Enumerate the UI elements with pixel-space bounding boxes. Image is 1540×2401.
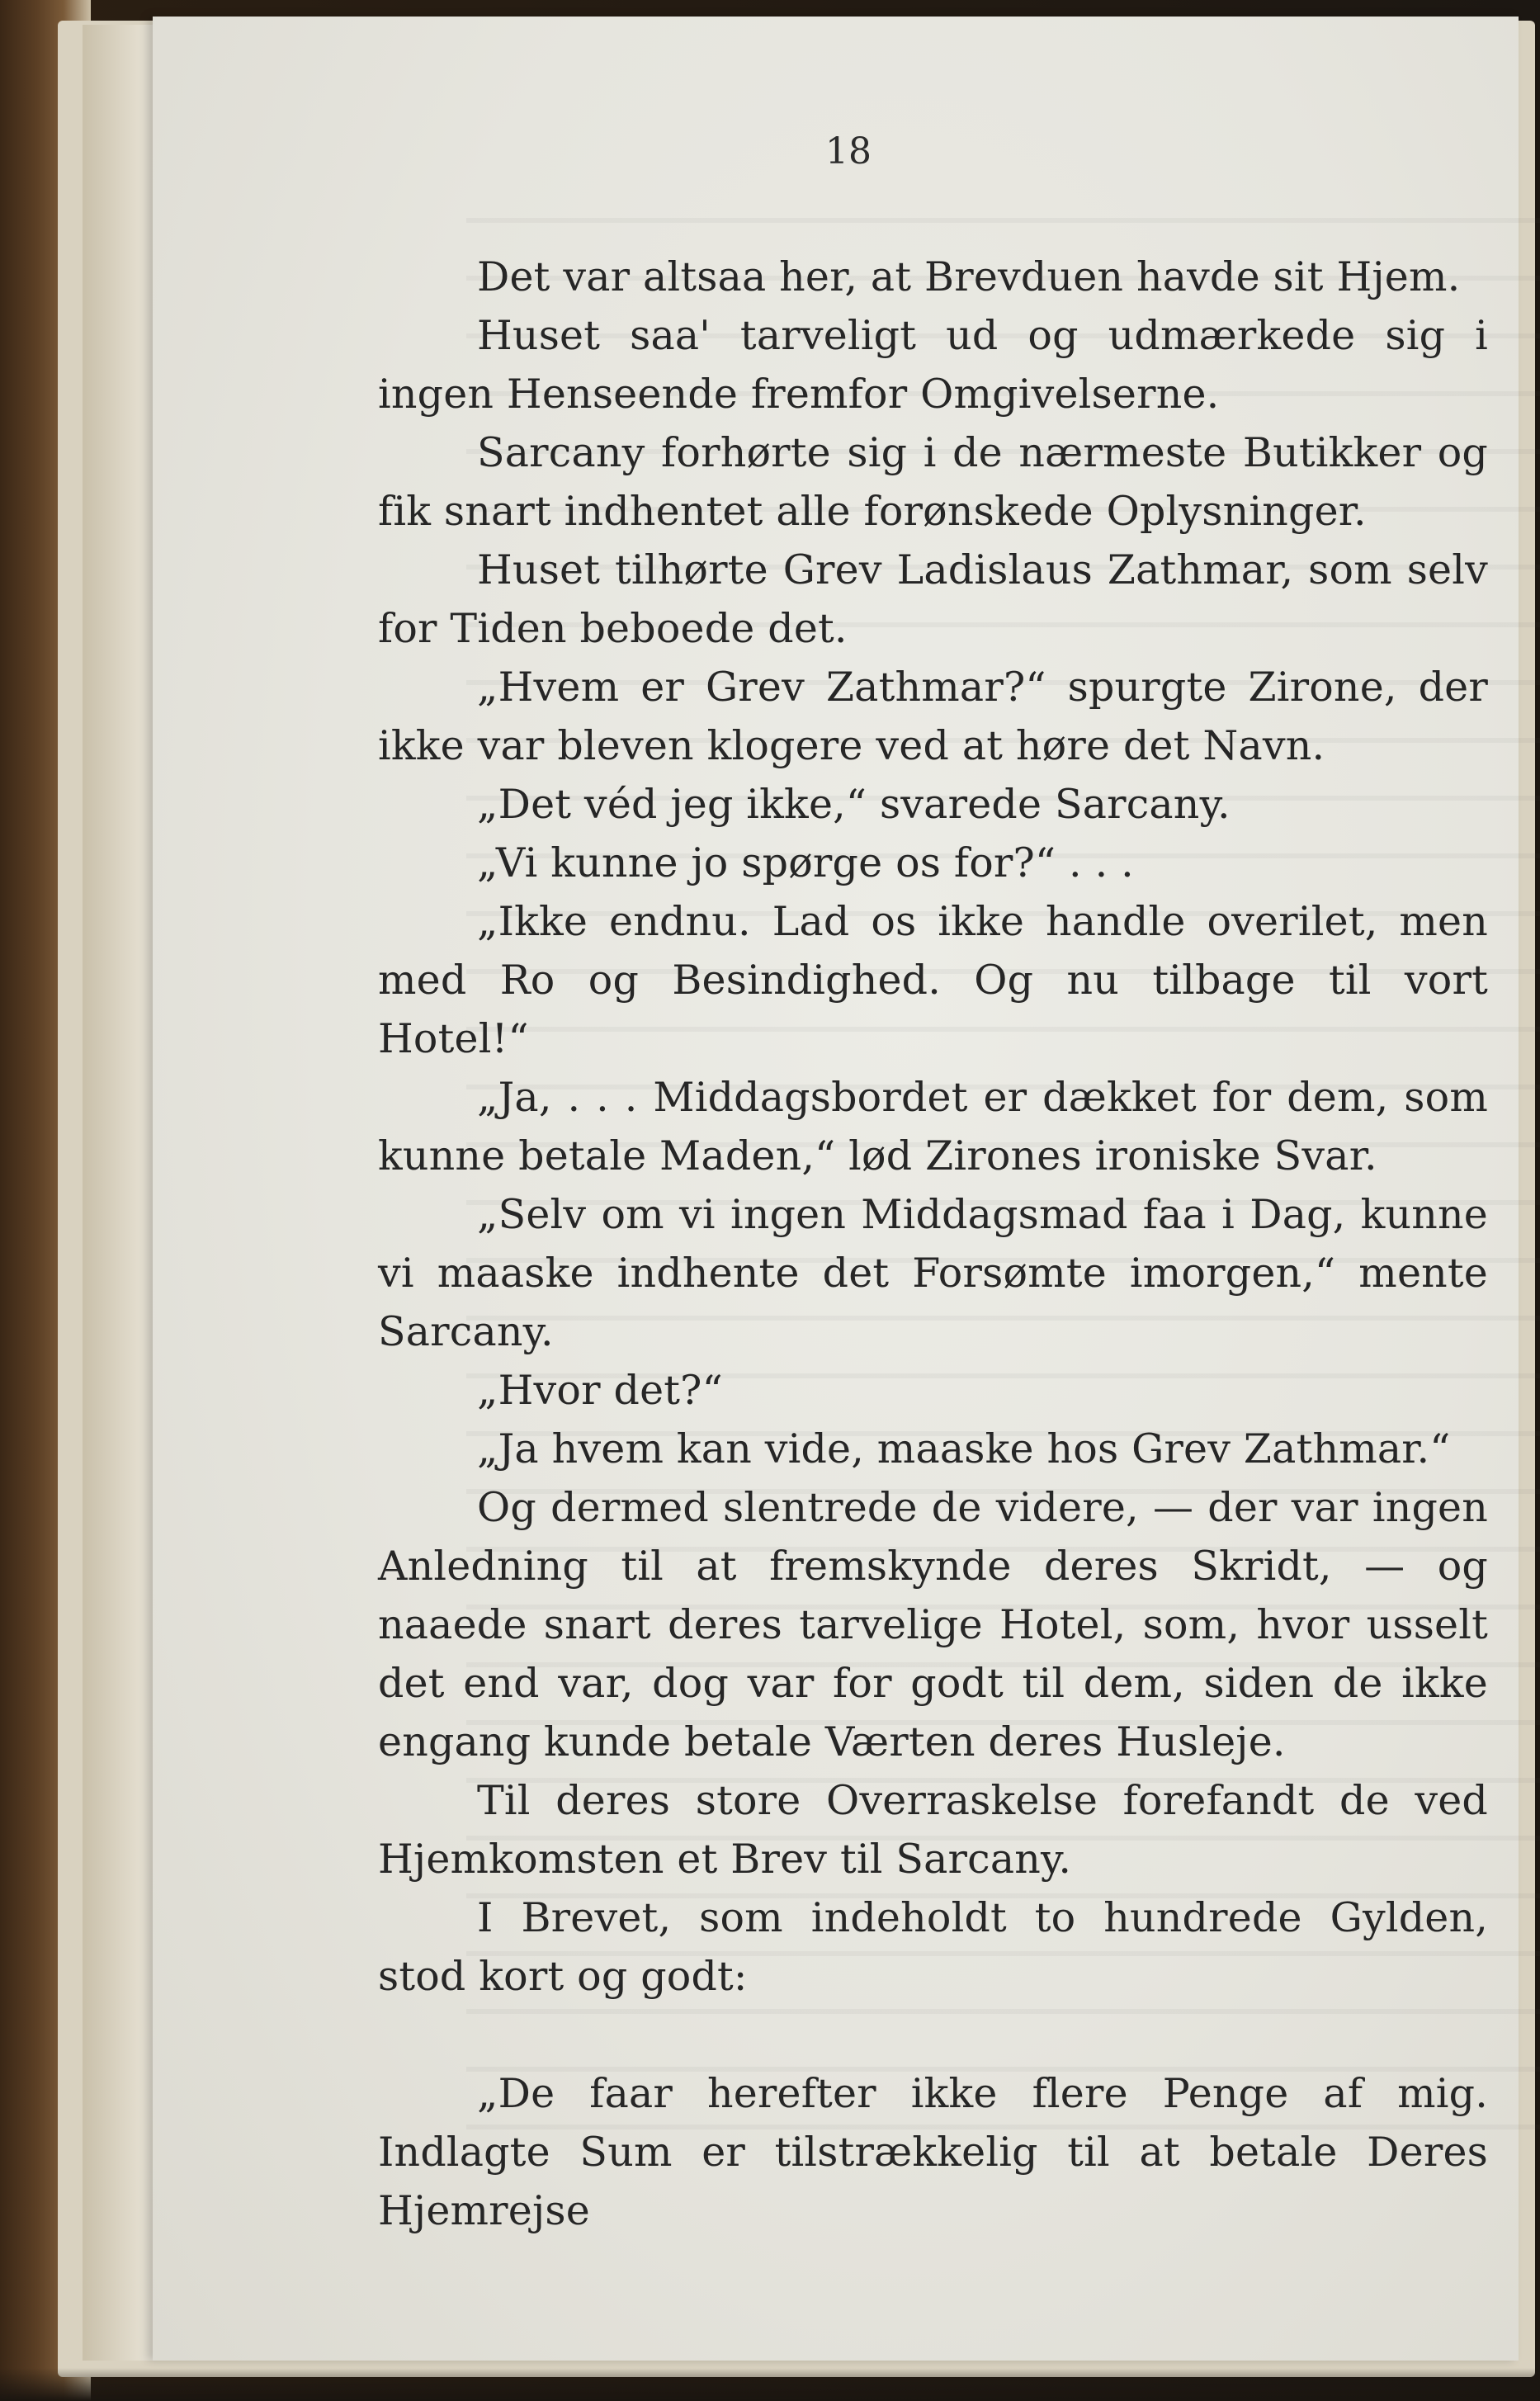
paragraph: „Hvem er Grev Zathmar?“ spurgte Zirone, der ikke var bleven klogere ved at høre det Navn. xyxy=(378,664,1488,769)
body-text xyxy=(378,248,1488,2240)
paragraph: Og dermed slentrede de videre, — der var ingen Anledning til at fremskynde deres Skridt, — og naaede snart deres tarvelige Hotel, som, hvor usselt det end var, dog var for godt til dem, siden de ikke engang kunde betale Værten deres Husleje. xyxy=(378,1484,1488,1765)
page-bottom-shadow xyxy=(0,2368,1540,2401)
paragraph: Til deres store Overraskelse forefandt de ved Hjemkomsten et Brev til Sarcany. xyxy=(378,1777,1488,1883)
paragraph: Huset tilhørte Grev Ladislaus Zathmar, som selv for Tiden beboede det. xyxy=(378,546,1488,652)
paragraph: „Vi kunne jo spørge os for?“ . . . xyxy=(477,839,1134,886)
paragraph: „Ja hvem kan vide, maaske hos Grev Zathmar.“ xyxy=(477,1425,1451,1472)
paragraph: „Selv om vi ingen Middagsmad faa i Dag, kunne vi maaske indhente det Forsømte imorgen,“ mente Sarcany. xyxy=(378,1191,1488,1355)
letter-quote: „De faar herefter ikke flere Penge af mig. Indlagte Sum er tilstrækkelig til at betale Deres Hjemrejse xyxy=(378,2070,1488,2234)
page-number: 18 xyxy=(825,130,872,173)
paragraph: „Ikke endnu. Lad os ikke handle overilet, men med Ro og Besindighed. Og nu tilbage til vort Hotel!“ xyxy=(378,898,1488,1062)
paragraph: „Ja, . . . Middagsbordet er dækket for dem, som kunne betale Maden,“ lød Zirones ironiske Svar. xyxy=(378,1074,1488,1179)
paragraph: „Hvor det?“ xyxy=(477,1367,723,1414)
paragraph: Det var altsaa her, at Brevduen havde sit Hjem. xyxy=(477,253,1461,300)
paragraph: Huset saa' tarveligt ud og udmærkede sig i ingen Henseende fremfor Omgivelserne. xyxy=(378,312,1488,418)
paragraph: I Brevet, som indeholdt to hundrede Gylden, stod kort og godt: xyxy=(378,1894,1488,2000)
paragraph: „Det véd jeg ikke,“ svarede Sarcany. xyxy=(477,781,1231,828)
paragraph: Sarcany forhørte sig i de nærmeste Butikker og fik snart indhentet alle forønskede Oplysninger. xyxy=(378,429,1488,535)
